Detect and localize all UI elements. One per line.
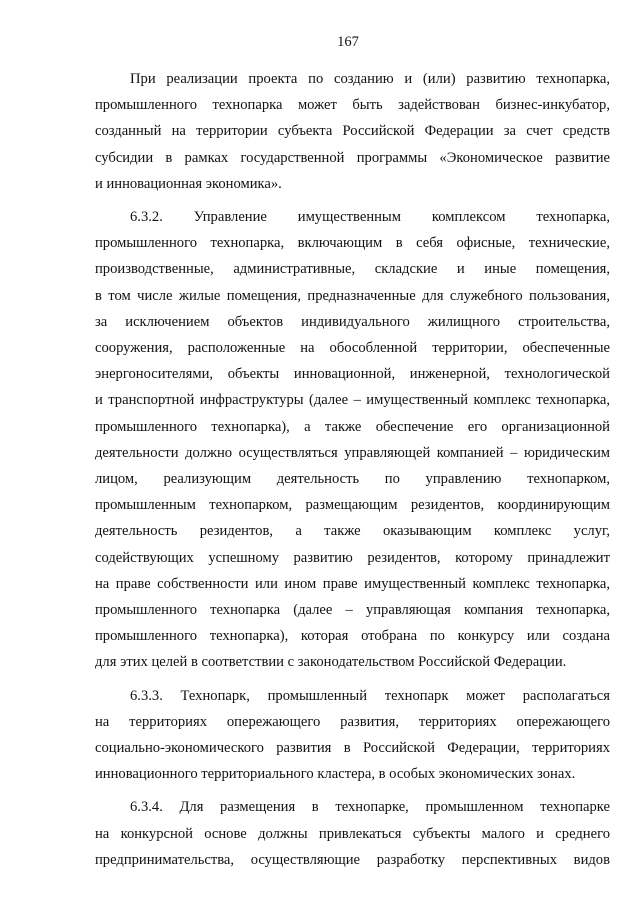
- body-text: [95, 66, 610, 873]
- text-line: на территориях опережающего развития, территориях опережающего: [95, 713, 610, 730]
- text-line: созданный на территории субъекта Российской Федерации за счет средств: [95, 123, 610, 140]
- text-line: субсидии в рамках государственной программы «Экономическое развитие: [95, 149, 610, 166]
- paragraph-6-3-4: [95, 794, 610, 873]
- text-line: на конкурсной основе должны привлекаться субъекты малого и среднего: [95, 825, 610, 842]
- text-line: 6.3.3. Технопарк, промышленный технопарк может располагаться: [130, 687, 610, 704]
- text-line: деятельности должно осуществляться управляющей компанией – юридическим: [95, 444, 610, 461]
- paragraph-6-3-2: [95, 204, 610, 676]
- text-line: инновационного территориального кластера, в особых экономических зонах.: [95, 766, 576, 783]
- text-line: промышленного технопарка может быть задействован бизнес-инкубатор,: [95, 97, 610, 114]
- text-line: производственные, административные, складские и иные помещения,: [95, 261, 610, 278]
- text-line: промышленного технопарка), которая отобрана по конкурсу или создана: [95, 628, 610, 645]
- text-line: энергоносителями, объекты инновационной, инженерной, технологической: [95, 366, 610, 383]
- text-line: деятельность резидентов, а также оказывающим комплекс услуг,: [95, 523, 610, 540]
- text-line: 6.3.2. Управление имущественным комплексом технопарка,: [130, 209, 610, 226]
- text-line: в том числе жилые помещения, предназначенные для служебного пользования,: [95, 287, 610, 304]
- page-number: 167: [337, 34, 359, 50]
- text-line: промышленного технопарка (далее – управляющая компания технопарка,: [95, 602, 610, 619]
- text-line: промышленным технопарком, размещающим резидентов, координирующим: [95, 497, 610, 514]
- text-line: и транспортной инфраструктуры (далее – имущественный комплекс технопарка,: [95, 392, 610, 409]
- paragraph-business-incubator: [95, 66, 610, 197]
- text-line: сооружения, расположенные на обособленной территории, обеспеченные: [95, 340, 610, 357]
- text-line: При реализации проекта по созданию и (или) развитию технопарка,: [130, 71, 610, 87]
- text-line: промышленного технопарка), а также обеспечение его организационной: [95, 418, 610, 435]
- text-line: за исключением объектов индивидуального жилищного строительства,: [95, 313, 610, 330]
- text-line: для этих целей в соответствии с законодательством Российской Федерации.: [95, 654, 567, 671]
- text-line: лицом, реализующим деятельность по управлению технопарком,: [95, 471, 610, 488]
- text-line: социально-экономического развития в Российской Федерации, территориях: [95, 740, 610, 757]
- text-line: 6.3.4. Для размещения в технопарке, промышленном технопарке: [130, 799, 610, 816]
- paragraph-6-3-3: [95, 683, 610, 788]
- text-line: на праве собственности или ином праве имущественный комплекс технопарка,: [95, 575, 610, 592]
- text-line: и инновационная экономика».: [95, 175, 282, 192]
- text-line: промышленного технопарка, включающим в себя офисные, технические,: [95, 235, 610, 252]
- text-line: содействующих успешному развитию резидентов, которому принадлежит: [95, 549, 610, 566]
- text-line: предпринимательства, осуществляющие разработку перспективных видов: [95, 851, 610, 868]
